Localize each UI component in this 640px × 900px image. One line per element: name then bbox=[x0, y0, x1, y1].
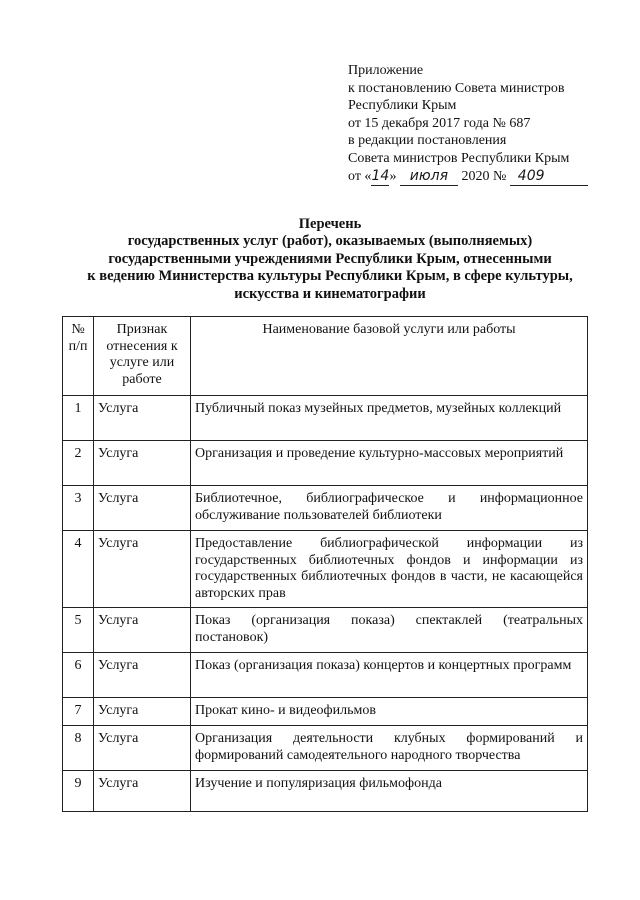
row-type: Услуга bbox=[94, 653, 191, 698]
header-num: № п/п bbox=[63, 317, 94, 396]
row-num: 9 bbox=[63, 770, 94, 811]
row-type: Услуга bbox=[94, 698, 191, 726]
row-type: Услуга bbox=[94, 396, 191, 441]
handwritten-month: июля bbox=[400, 168, 458, 187]
row-name: Организация и проведение культурно-массовых мероприятий bbox=[191, 441, 588, 486]
date-year: 2020 № bbox=[461, 168, 507, 184]
table-row bbox=[63, 486, 588, 531]
row-name: Библиотечное, библиографическое и информационное обслуживание пользователей библиотеки bbox=[191, 486, 588, 531]
row-type: Услуга bbox=[94, 770, 191, 811]
row-type: Услуга bbox=[94, 725, 191, 770]
title-line-4: к ведению Министерства культуры Республики Крым, в сфере культуры, bbox=[87, 268, 573, 285]
row-name: Показ (организация показа) спектаклей (театральных постановок) bbox=[191, 608, 588, 653]
table-row bbox=[63, 725, 588, 770]
title-line-3: государственными учреждениями Республики Крым, отнесенными bbox=[108, 250, 552, 267]
row-num: 1 bbox=[63, 396, 94, 441]
header-name: Наименование базовой услуги или работы bbox=[191, 317, 588, 396]
row-num: 7 bbox=[63, 698, 94, 726]
row-type: Услуга bbox=[94, 486, 191, 531]
table-row bbox=[63, 770, 588, 811]
appendix-header bbox=[348, 62, 633, 186]
row-num: 2 bbox=[63, 441, 94, 486]
date-mid: » bbox=[389, 168, 397, 184]
title-line-2: государственных услуг (работ), оказываемых (выполняемых) bbox=[127, 233, 533, 250]
appendix-title: Приложение bbox=[348, 63, 424, 78]
date-prefix: от « bbox=[348, 168, 372, 184]
appendix-republic: Республики Крым bbox=[348, 98, 457, 114]
appendix-resolution-ref: к постановлению Совета министров bbox=[348, 80, 565, 96]
document-title bbox=[60, 216, 600, 303]
row-num: 5 bbox=[63, 608, 94, 653]
title-line-5: искусства и кинематографии bbox=[234, 285, 426, 302]
row-num: 8 bbox=[63, 725, 94, 770]
handwritten-day: 14 bbox=[371, 168, 389, 187]
row-num: 6 bbox=[63, 653, 94, 698]
header-type: Признак отнесения к услуге или работе bbox=[94, 317, 191, 396]
row-name: Публичный показ музейных предметов, музейных коллекций bbox=[191, 396, 588, 441]
services-table bbox=[62, 316, 588, 812]
table-row bbox=[63, 698, 588, 726]
table-row bbox=[63, 396, 588, 441]
title-line-1: Перечень bbox=[298, 216, 362, 232]
handwritten-number: 409 bbox=[510, 168, 588, 187]
row-type: Услуга bbox=[94, 531, 191, 608]
row-type: Услуга bbox=[94, 608, 191, 653]
table-header-row bbox=[63, 317, 588, 396]
appendix-amend-date bbox=[348, 168, 633, 187]
table-row bbox=[63, 531, 588, 608]
row-name: Предоставление библиографической информации из государственных библиотечных фондов и информации из государственных библиотечных фондов в части, не касающейся авторских прав bbox=[191, 531, 588, 608]
row-num: 4 bbox=[63, 531, 94, 608]
row-name: Организация деятельности клубных формирований и формирований самодеятельного народного творчества bbox=[191, 725, 588, 770]
row-num: 3 bbox=[63, 486, 94, 531]
appendix-edition: в редакции постановления bbox=[348, 133, 507, 149]
table-row bbox=[63, 608, 588, 653]
row-name: Прокат кино- и видеофильмов bbox=[191, 698, 588, 726]
row-name: Изучение и популяризация фильмофонда bbox=[191, 770, 588, 811]
row-name: Показ (организация показа) концертов и концертных программ bbox=[191, 653, 588, 698]
appendix-original-date: от 15 декабря 2017 года № 687 bbox=[348, 115, 531, 131]
table-row bbox=[63, 441, 588, 486]
table-row bbox=[63, 653, 588, 698]
appendix-council: Совета министров Республики Крым bbox=[348, 150, 570, 166]
row-type: Услуга bbox=[94, 441, 191, 486]
